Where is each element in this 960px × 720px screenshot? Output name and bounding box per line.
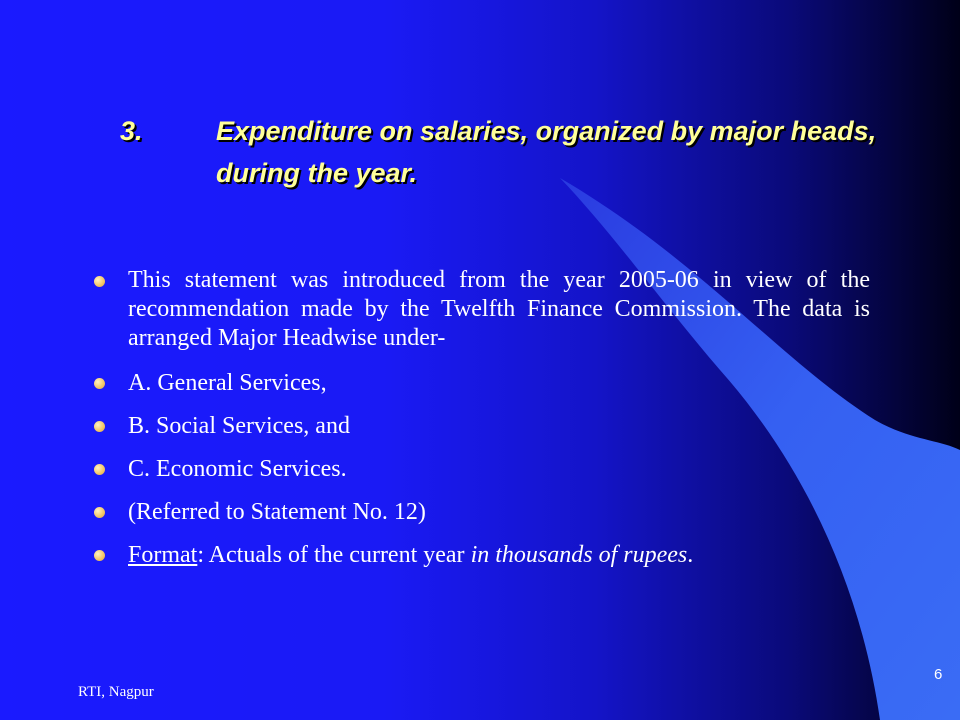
bullet-text: A. General Services, — [128, 370, 327, 396]
bullet-item — [92, 367, 870, 399]
bullet-item — [92, 539, 870, 571]
bullet-item — [92, 266, 870, 353]
format-end: . — [687, 542, 694, 568]
bullet-dot-icon — [94, 464, 105, 475]
page-number: 6 — [934, 666, 943, 683]
bullet-dot-icon — [94, 421, 105, 432]
footer-text: RTI, Nagpur — [78, 684, 154, 700]
bullet-text: This statement was introduced from the year 2005-06 in view of the recommendation made by the Twelfth Finance Commission. The data is arranged Major Headwise under- — [128, 267, 870, 351]
format-unit: in thousands of rupees — [470, 542, 688, 568]
slide-title — [120, 110, 920, 194]
bullet-item — [92, 453, 870, 485]
format-text: : Actuals of the current year — [197, 542, 471, 568]
bullet-dot-icon — [94, 507, 105, 518]
format-label: Format — [128, 542, 198, 568]
bullet-dot-icon — [94, 550, 105, 561]
title-line-1-text: Expenditure on salaries, organized by major heads, — [216, 116, 877, 146]
bullet-text: B. Social Services, and — [128, 413, 350, 439]
bullet-dot-icon — [94, 378, 105, 389]
bullet-dot-icon — [94, 276, 105, 287]
bullet-text: C. Economic Services. — [128, 456, 347, 482]
title-line-1 — [120, 110, 920, 152]
bullet-item — [92, 410, 870, 442]
bullet-item — [92, 496, 870, 528]
title-line-2: during the year. — [216, 158, 418, 188]
bullet-list — [92, 266, 870, 582]
bullet-text: (Referred to Statement No. 12) — [128, 499, 426, 525]
title-number: 3. — [120, 116, 143, 146]
